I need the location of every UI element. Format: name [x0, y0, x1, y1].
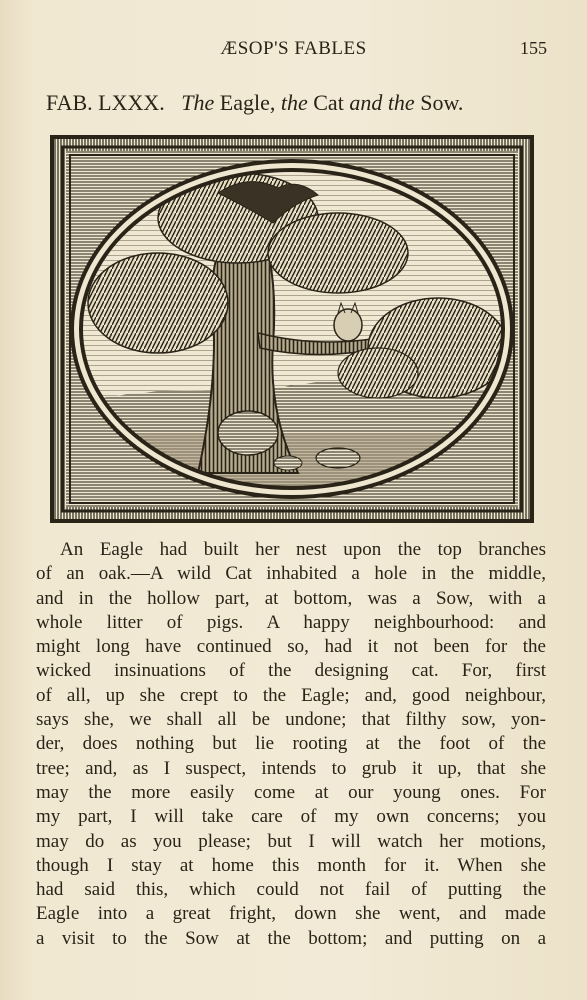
running-head-title: ÆSOP'S FABLES [220, 38, 367, 59]
body-line: may do as you please; but I will watch her motions, [36, 830, 546, 852]
body-line: a visit to the Sow at the bottom; and putting on a [36, 927, 546, 949]
body-line: whole litter of pigs. A happy neighbourhood: and [36, 611, 546, 633]
body-line: tree; and, as I suspect, intends to grub it up, that she [36, 757, 546, 779]
fable-title-word: Cat [313, 90, 344, 115]
body-line: wicked insinuations of the designing cat. For, first [36, 660, 546, 682]
body-line: though I stay at home this month for it. When she [36, 854, 546, 876]
woodcut-illustration [48, 133, 536, 525]
body-line: says she, we shall all be undone; that filthy sow, yon- [36, 709, 546, 731]
fable-heading [46, 90, 546, 116]
body-line: my part, I will take care of my own concerns; you [36, 806, 546, 828]
fable-title-word: Eagle, [219, 90, 276, 115]
fable-body [36, 538, 546, 951]
body-line: and in the hollow part, at bottom, was a Sow, with a [36, 587, 546, 609]
body-line: might long have continued so, had it not been for the [36, 636, 546, 658]
body-line: of an oak.—A wild Cat inhabited a hole in the middle, [36, 563, 546, 585]
fable-title-word: the [280, 90, 308, 115]
body-line: of all, up she crept to the Eagle; and, good neighbour, [36, 684, 546, 706]
body-line: An Eagle had built her nest upon the top branches [60, 539, 546, 560]
page-number: 155 [520, 38, 547, 58]
body-line: Eagle into a great fright, down she went, and made [36, 903, 546, 925]
body-line: der, does nothing but lie rooting at the foot of the [36, 733, 546, 755]
fable-title-word: The [181, 90, 215, 115]
fable-number: FAB. LXXX. [46, 90, 165, 115]
body-line: may the more easily come at our young ones. For [36, 781, 546, 803]
body-line: had said this, which could not fail of putting the [36, 879, 546, 901]
fable-title-word: and the [349, 90, 415, 115]
fable-title-word: Sow. [420, 90, 464, 115]
running-head [0, 38, 587, 62]
